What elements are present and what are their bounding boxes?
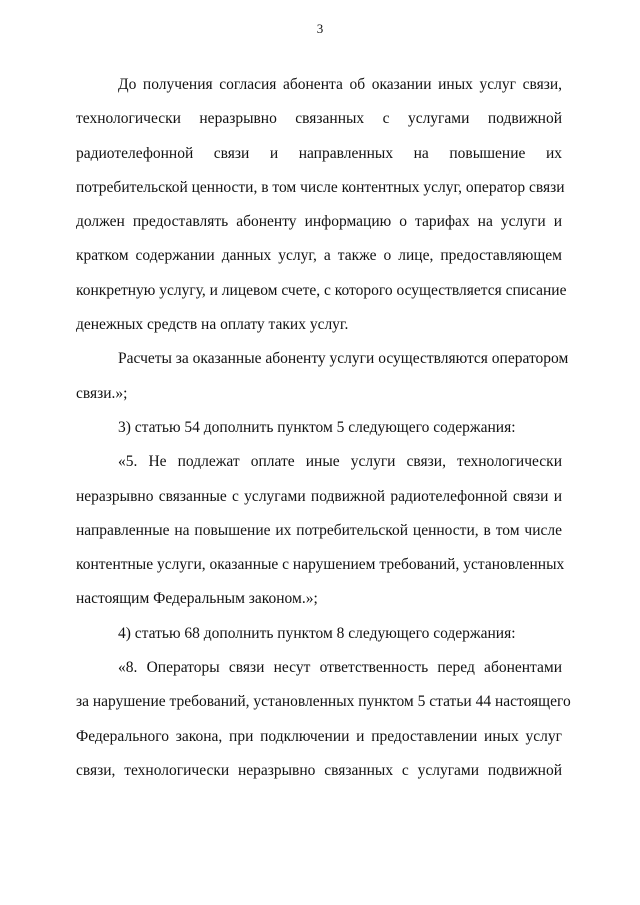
text-line: Расчеты за оказанные абоненту услуги осуществляются оператором xyxy=(118,350,569,368)
text-line: денежных средств на оплату таких услуг. xyxy=(76,316,349,334)
text-line: радиотелефонной связи и направленных на повышение их xyxy=(76,144,562,162)
text-line: Федерального закона, при подключении и предоставлении иных услуг xyxy=(76,727,562,745)
text-line: связи.»; xyxy=(76,384,128,402)
text-line: потребительской ценности, в том числе контентных услуг, оператор связи xyxy=(76,178,565,196)
text-line: До получения согласия абонента об оказании иных услуг связи, xyxy=(118,76,562,93)
text-line: контентные услуги, оказанные с нарушением требований, установленных xyxy=(76,556,565,574)
text-line: «5. Не подлежат оплате иные услуги связи, технологически xyxy=(118,453,562,471)
text-line: кратком содержании данных услуг, а также о лице, предоставляющем xyxy=(76,247,562,265)
text-line: настоящим Федеральным законом.»; xyxy=(76,590,318,608)
text-line: неразрывно связанные с услугами подвижной радиотелефонной связи и xyxy=(76,487,562,505)
text-line: 4) статью 68 дополнить пунктом 8 следующего содержания: xyxy=(118,624,516,642)
text-line: связи, технологически неразрывно связанных с услугами подвижной xyxy=(76,761,562,779)
text-line: «8. Операторы связи несут ответственность перед абонентами xyxy=(118,659,562,677)
text-line: должен предоставлять абоненту информацию о тарифах на услуги и xyxy=(76,213,562,231)
document-body xyxy=(76,68,571,788)
text-line: 3) статью 54 дополнить пунктом 5 следующего содержания: xyxy=(118,418,516,436)
page-number: 3 xyxy=(316,21,324,36)
text-line: конкретную услугу, и лицевом счете, с которого осуществляется списание xyxy=(76,281,567,299)
text-line: направленные на повышение их потребительской ценности, в том числе xyxy=(76,521,562,539)
text-line: за нарушение требований, установленных пунктом 5 статьи 44 настоящего xyxy=(76,693,571,711)
text-line: технологически неразрывно связанных с услугами подвижной xyxy=(76,110,562,128)
